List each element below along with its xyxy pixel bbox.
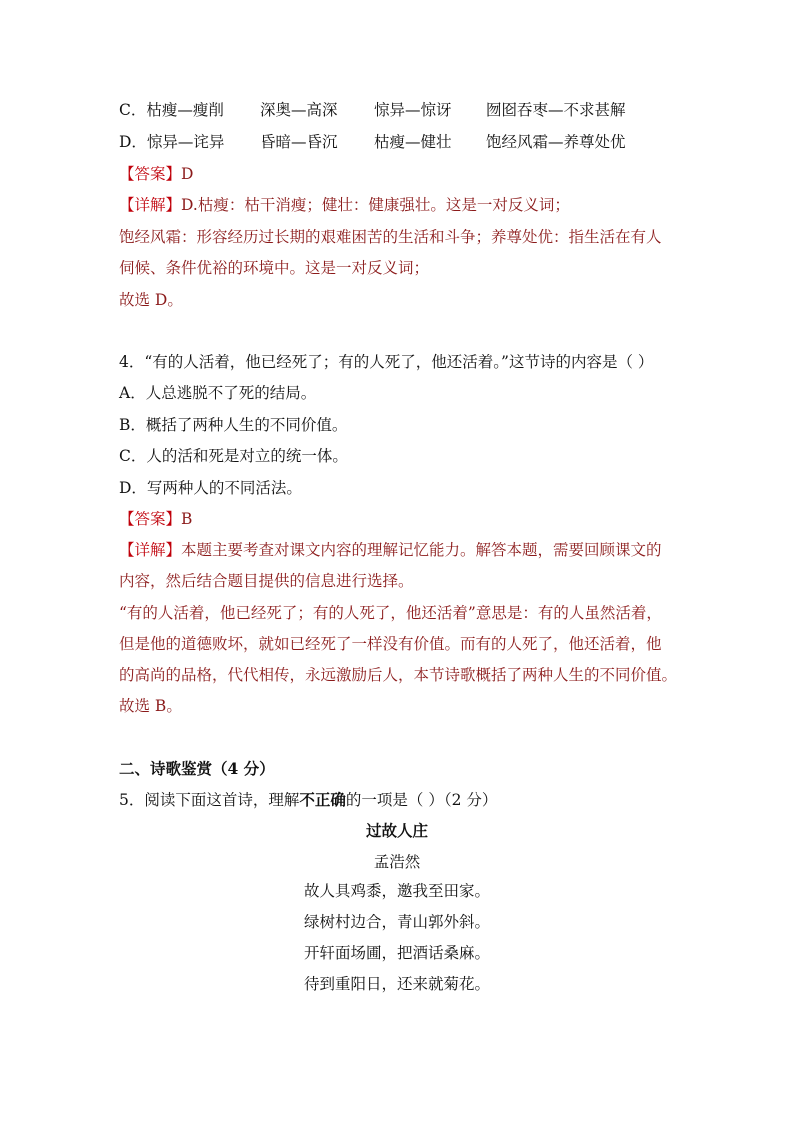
- q4-answer-tag: 【答案】: [119, 510, 182, 528]
- q3-option-c-pair-3: 惊异—惊讶: [374, 101, 452, 119]
- q3-answer-value: D: [181, 165, 194, 183]
- q3-detail-line-3: 伺候、条件优裕的环境中。这是一对反义词；: [119, 259, 430, 277]
- poem-line-4: 待到重阳日，还来就菊花。: [303, 975, 490, 993]
- poem-author: 孟浩然: [373, 853, 421, 871]
- poem-line-2: 绿树村边合，青山郭外斜。: [303, 913, 490, 931]
- q4-detail-line-5: 的高尚的品格，代代相传，永远激励后人，本节诗歌概括了两种人生的不同价值。: [119, 666, 678, 684]
- q3-option-d-pair-2: 昏暗—昏沉: [260, 133, 338, 151]
- q4-stem: 4．“有的人活着，他已经死了；有的人死了，他还活着。”这节诗的内容是（ ）: [119, 353, 654, 371]
- q4-answer-value: B: [181, 510, 193, 528]
- q3-option-c-pair-4: 囫囵吞枣—不求甚解: [486, 101, 626, 119]
- q4-detail-line-1: [119, 539, 662, 561]
- poem-line-3: 开轩面场圃，把酒话桑麻。: [303, 944, 490, 962]
- q4-detail-line-4: 但是他的道德败坏，就如已经死了一样没有价值。而有的人死了，他还活着，他: [119, 635, 662, 653]
- q3-answer: [119, 163, 193, 185]
- q3-detail-text-1: D.枯瘦：枯干消瘦；健壮：健康强壮。这是一对反义词；: [181, 196, 570, 214]
- q5-stem-emphasis: 不正确: [299, 790, 346, 809]
- q4-detail-line-6: 故选 B。: [119, 697, 182, 715]
- q4-detail-text-1: 本题主要考查对课文内容的理解记忆能力。解答本题，需要回顾课文的: [181, 541, 662, 559]
- q3-option-d: [119, 131, 626, 153]
- q4-option-a: A．人总逃脱不了死的结局。: [119, 384, 317, 402]
- section-heading: 二、诗歌鉴赏（4 分）: [119, 759, 275, 778]
- q5-stem: [119, 789, 497, 811]
- q3-option-c-pair-2: 深奥—高深: [260, 101, 338, 119]
- q3-option-d-pair-4: 饱经风霜—养尊处优: [486, 133, 626, 151]
- q4-answer: [119, 508, 192, 530]
- q3-option-d-pair-3: 枯瘦—健壮: [374, 133, 452, 151]
- q4-detail-line-2: 内容，然后结合题目提供的信息进行选择。: [119, 572, 414, 590]
- q4-option-b: B．概括了两种人生的不同价值。: [119, 416, 348, 434]
- q3-option-c: [119, 99, 626, 121]
- poem-line-1: 故人具鸡黍，邀我至田家。: [303, 882, 490, 900]
- q4-detail-tag: 【详解】: [119, 541, 182, 559]
- q4-option-c: C．人的活和死是对立的统一体。: [119, 447, 348, 465]
- q5-stem-post: 的一项是（ ）（2 分）: [345, 791, 498, 809]
- poem-title: 过故人庄: [365, 821, 428, 840]
- q3-answer-tag: 【答案】: [119, 165, 182, 183]
- q4-option-d: D．写两种人的不同活法。: [119, 479, 302, 497]
- q3-detail-line-4: 故选 D。: [119, 291, 183, 309]
- q4-detail-line-3: “有的人活着，他已经死了；有的人死了，他还活着”意思是：有的人虽然活着，: [119, 604, 662, 622]
- q3-option-d-pair-1: D．惊异—诧异: [119, 133, 225, 151]
- q3-detail-tag: 【详解】: [119, 196, 182, 214]
- q3-detail-line-1: [119, 194, 570, 216]
- q5-stem-pre: 5．阅读下面这首诗，理解: [119, 791, 300, 809]
- q3-option-c-pair-1: C．枯瘦—瘦削: [119, 101, 224, 119]
- q3-detail-line-2: 饱经风霜：形容经历过长期的艰难困苦的生活和斗争；养尊处优：指生活在有人: [119, 228, 662, 246]
